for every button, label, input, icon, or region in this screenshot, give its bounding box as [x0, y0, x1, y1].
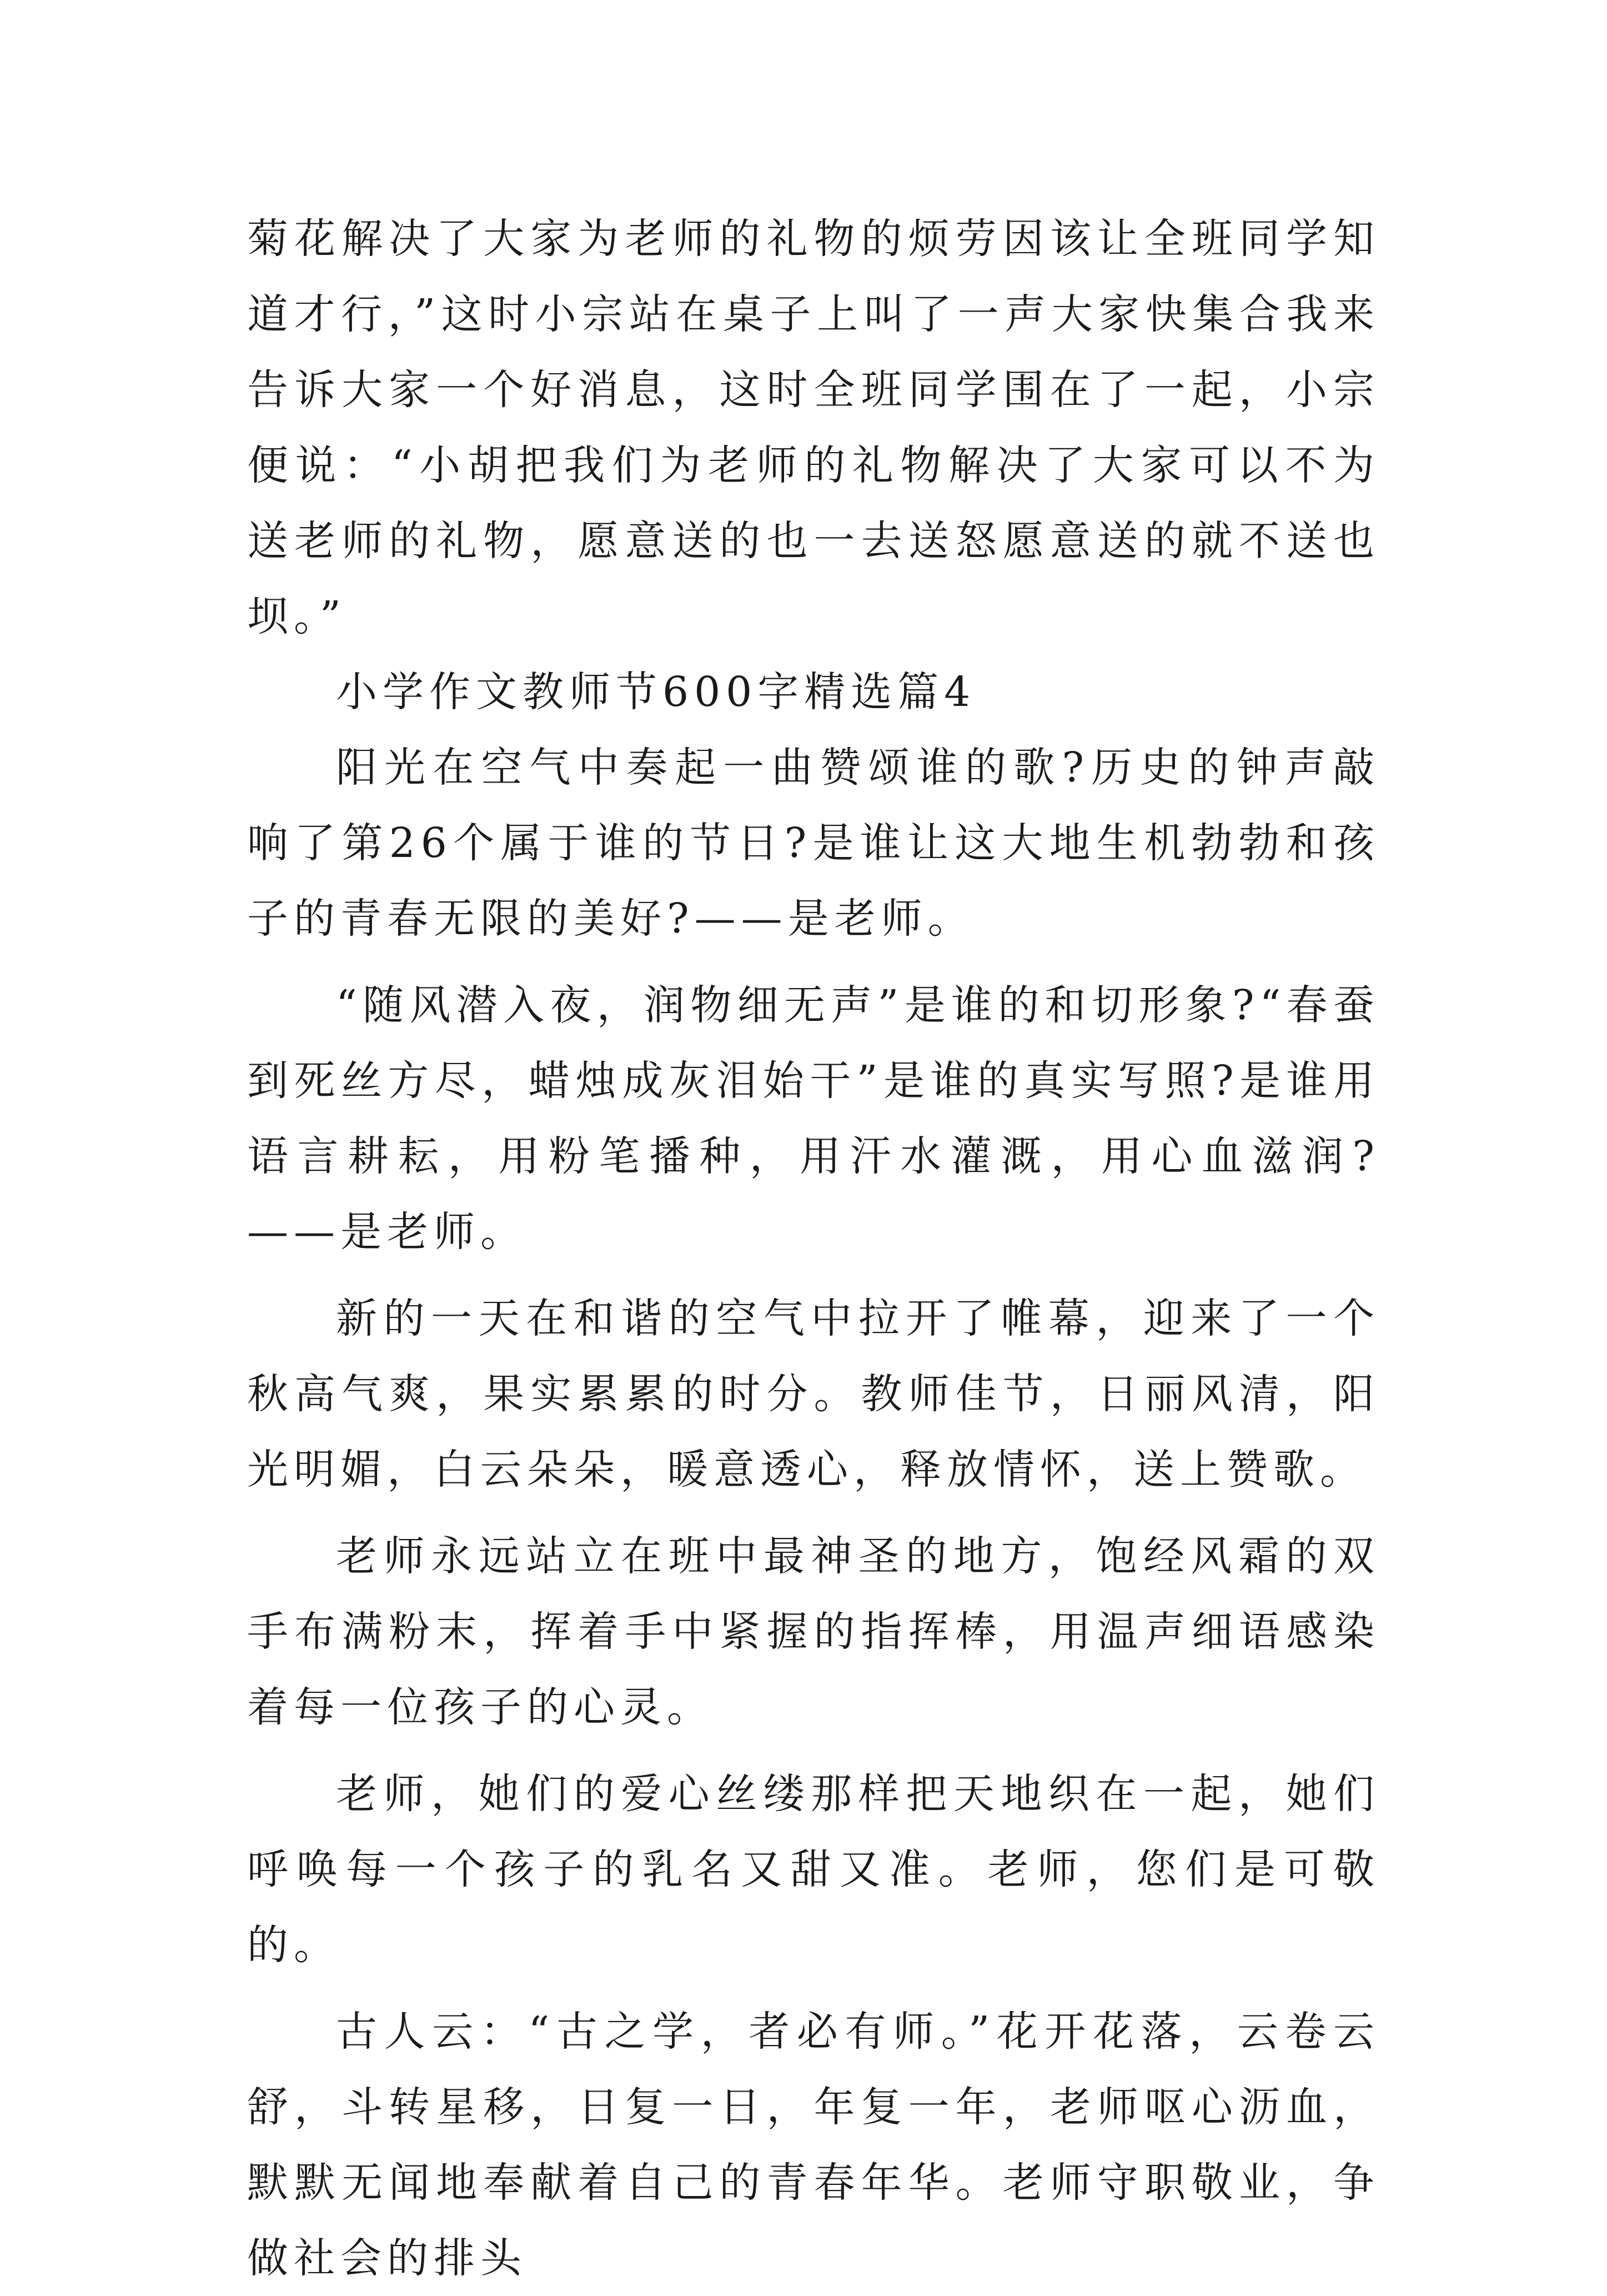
paragraph: “随风潜入夜，润物细无声”是谁的和切形象?“春蚕到死丝方尽，蜡烛成灰泪始干”是谁的真实写照?是谁用语言耕耘，用粉笔播种，用汗水灌溉，用心血滋润?——是老师。 — [247, 981, 1380, 1256]
paragraph: 老师永远站立在班中最神圣的地方，饱经风霜的双手布满粉末，挥着手中紧握的指挥棒，用温声细语感染着每一位孩子的心灵。 — [247, 1532, 1380, 1731]
paragraph: 新的一天在和谐的空气中拉开了帷幕，迎来了一个秋高气爽，果实累累的时分。教师佳节，日丽风清，阳光明媚，白云朵朵，暖意透心，释放情怀，送上赞歌。 — [247, 1295, 1380, 1493]
paragraph: 老师，她们的爱心丝缕那样把天地织在一起，她们呼唤每一个孩子的乳名又甜又准。老师，您们是可敬的。 — [247, 1770, 1380, 1969]
document-body — [247, 201, 1380, 2296]
paragraph: 古人云：“古之学，者必有师。”花开花落，云卷云舒，斗转星移，日复一日，年复一年，老师呕心沥血，默默无闻地奉献着自己的青春年华。老师守职敬业，争做社会的排头 — [247, 2008, 1380, 2282]
paragraph-continuation: 菊花解决了大家为老师的礼物的烦劳因该让全班同学知道才行，”这时小宗站在桌子上叫了一声大家快集合我来告诉大家一个好消息，这时全班同学围在了一起，小宗便说：“小胡把我们为老师的礼物解决了大家可以不为送老师的礼物，愿意送的也一去送怒愿意送的就不送也坝。” — [247, 215, 1380, 640]
paragraph: 阳光在空气中奏起一曲赞颂谁的歌?历史的钟声敲响了第26个属于谁的节日?是谁让这大地生机勃勃和孩子的青春无限的美好?——是老师。 — [247, 744, 1380, 943]
section-heading: 小学作文教师节600字精选篇4 — [336, 668, 976, 716]
